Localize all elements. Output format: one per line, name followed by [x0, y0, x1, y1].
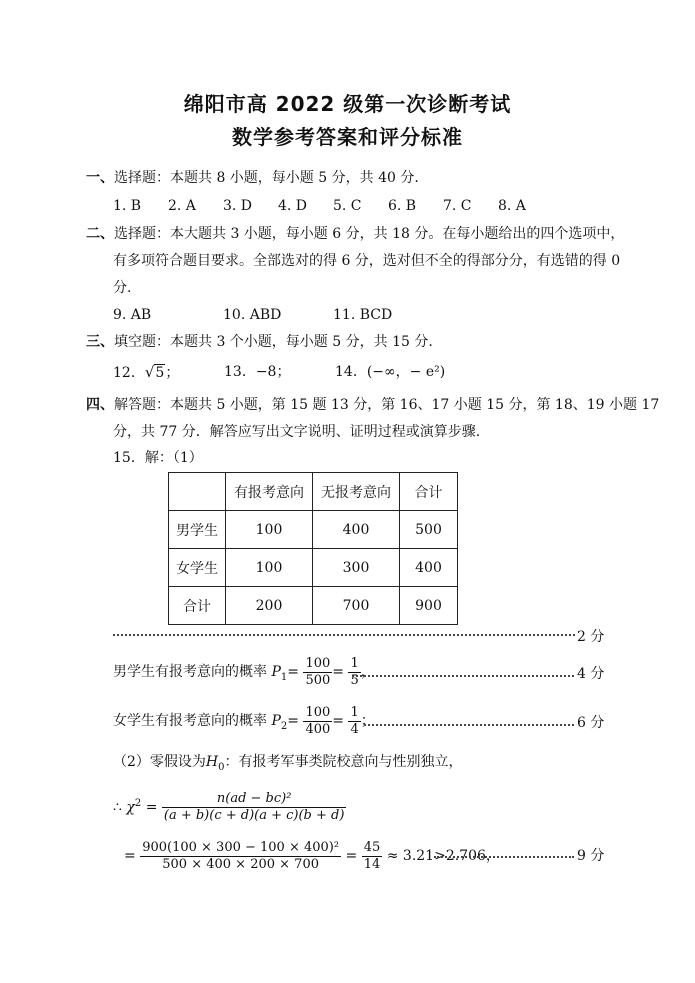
section2-tag: 二、: [86, 226, 114, 242]
section4-heading: [86, 395, 659, 415]
p1-tail: ，: [360, 664, 375, 680]
p1-fraction-simplified: [348, 656, 360, 689]
score-leader-dots: [434, 856, 574, 858]
section2-answers: [113, 305, 443, 325]
chi-formula-num: n(ad − bc)²: [162, 791, 347, 808]
calc-num: 900(100 × 300 − 100 × 400)²: [142, 839, 340, 855]
p2-prefix: 女学生有报考意向的概率: [113, 713, 267, 729]
table-row: [169, 511, 458, 549]
table-cell: 200: [226, 587, 313, 625]
p1-sub: 1: [280, 671, 288, 683]
section1-heading: [86, 168, 419, 188]
p2-fraction2-num: 1: [350, 704, 359, 720]
table-cell: 合计: [169, 587, 226, 625]
section4-text-line2: 分，共 77 分．解答应写出文字说明、证明过程或演算步骤.: [113, 424, 481, 440]
calc-result: ≈ 3.21>2.706，: [386, 848, 500, 864]
table-cell: 900: [400, 587, 458, 625]
score-leader-dots: [113, 634, 575, 636]
p2-fraction-den: 400: [305, 721, 331, 737]
table-cell: 400: [313, 511, 400, 549]
chi-eq: =: [145, 799, 158, 816]
section4-label: 解答题: [114, 397, 156, 413]
section2-heading: [86, 224, 624, 244]
table-cell: 500: [400, 511, 458, 549]
section3-answers: [113, 362, 179, 383]
table-cell: 100: [226, 511, 313, 549]
table-cell: 300: [313, 549, 400, 587]
table-cell: 400: [400, 549, 458, 587]
p2-fraction: [303, 705, 332, 738]
table-cell: 700: [313, 587, 400, 625]
p1-prefix: 男学生有报考意向的概率: [113, 664, 267, 680]
p1-fraction2-den: 5: [350, 672, 359, 688]
calc-eq: =: [124, 848, 136, 864]
p2-fraction-num: 100: [305, 704, 331, 720]
answer-2: 2. A: [168, 198, 196, 214]
answer-4: 4. D: [278, 198, 308, 214]
p1-fraction-den: 500: [305, 672, 331, 688]
section1-answers: [113, 196, 553, 216]
page-title: 绵阳市高 2022 级第一次诊断考试: [183, 92, 512, 116]
score-calc: 9 分: [577, 848, 605, 864]
table-cell: 100: [226, 549, 313, 587]
page-subtitle: 数学参考答案和评分标准: [232, 125, 463, 149]
score-p1: 4 分: [577, 666, 605, 682]
answer-12-value: 5: [155, 365, 165, 381]
p2-tail: ；: [360, 713, 375, 729]
p1-fraction-num: 100: [305, 655, 331, 671]
section3-heading: [86, 332, 433, 352]
therefore-symbol: ∴: [113, 799, 122, 816]
section2-text-line3: 分.: [113, 280, 132, 296]
table-header-row: [169, 473, 458, 511]
calc-result-fraction: [362, 840, 383, 873]
table-cell: 女学生: [169, 549, 226, 587]
section1-label: 选择题: [114, 170, 156, 186]
section2-text-line1: ：本大题共 3 小题，每小题 6 分，共 18 分。在每小题给出的四个选项中，: [156, 226, 625, 242]
q15-header: 15．解：（1）: [113, 450, 203, 466]
p1-var: P: [271, 664, 281, 680]
score-table: 2 分: [577, 629, 605, 645]
answer-1: 1. B: [113, 198, 142, 214]
p2-sub: 2: [280, 720, 288, 732]
answer-9: 9. AB: [113, 307, 152, 323]
calc-fraction: [140, 840, 341, 873]
table-header-cell: 无报考意向: [313, 473, 400, 511]
answer-7: 7. C: [443, 198, 472, 214]
contingency-table: [168, 472, 458, 625]
table-header-cell: 合计: [400, 473, 458, 511]
p2-fraction2-den: 4: [350, 721, 359, 737]
section2-text-line2: 有多项符合题目要求。全部选对的得 6 分，选对但不全的得部分分，有选错的得 0: [113, 253, 621, 269]
calc-den: 500 × 400 × 200 × 700: [162, 856, 319, 872]
answer-11: 11. BCD: [333, 307, 393, 323]
p1-fraction2-num: 1: [350, 655, 359, 671]
chi-symbol: χ: [126, 799, 135, 816]
p1-fraction: [303, 656, 332, 689]
answer-10: 10. ABD: [223, 307, 282, 323]
part2-sub: 0: [218, 761, 225, 773]
section3-label: 填空题: [114, 334, 156, 350]
section2-label: 选择题: [114, 226, 156, 242]
section1-tag: 一、: [86, 170, 114, 186]
table-header-cell: [169, 473, 226, 511]
p2-var: P: [271, 713, 281, 729]
p2-fraction-simplified: [348, 705, 360, 738]
answer-13: 13．−8；: [224, 364, 291, 380]
score-p2: 6 分: [577, 715, 605, 731]
section3-tag: 三、: [86, 334, 114, 350]
table-row: [169, 587, 458, 625]
sqrt-icon: √: [144, 363, 155, 381]
answer-12-sep: ；: [165, 365, 180, 381]
p1-line: 男学生有报考意向的概率 $P_1=$ $\frac{100}{500}$ = $\frac{1}{5}$ ，: [113, 655, 375, 688]
calc-result-den: 14: [363, 856, 381, 872]
answer-6: 6. B: [388, 198, 417, 214]
p2-line: 女学生有报考意向的概率 $P_2=$ $\frac{100}{400}$ = $\frac{1}{4}$ ；: [113, 704, 375, 737]
answer-5: 5. C: [333, 198, 362, 214]
part2-var: H: [205, 754, 219, 770]
chi-sup: 2: [134, 798, 142, 809]
answer-3: 3. D: [223, 198, 253, 214]
section4-text-line1: ：本题共 5 小题，第 15 题 13 分，第 16、17 小题 15 分，第 18、19 小题 17: [156, 397, 660, 413]
answer-14: 14．(−∞，− e²): [335, 364, 446, 380]
part2-line: [113, 752, 463, 778]
chi-formula-den: (a + b)(c + d)(a + c)(b + d): [163, 808, 345, 824]
chi-formula-line: [113, 784, 346, 828]
section1-text: ：本题共 8 小题，每小题 5 分，共 40 分.: [156, 170, 419, 186]
chi-formula-fraction: [162, 791, 347, 824]
calc-result-num: 45: [363, 839, 381, 855]
table-row: [169, 549, 458, 587]
section4-tag: 四、: [86, 397, 114, 413]
score-leader-dots: [352, 675, 574, 677]
answer-12-prefix: 12．: [113, 365, 145, 381]
table-header-cell: 有报考意向: [226, 473, 313, 511]
score-leader-dots: [364, 724, 574, 726]
table-cell: 男学生: [169, 511, 226, 549]
answer-8: 8. A: [498, 198, 526, 214]
section3-text: ：本题共 3 个小题，每小题 5 分，共 15 分.: [156, 334, 433, 350]
part2-prefix: （2）零假设为: [113, 754, 206, 770]
calc-eq2: =: [345, 848, 358, 864]
part2-text: ：有报考军事类院校意向与性别独立，: [224, 754, 463, 770]
